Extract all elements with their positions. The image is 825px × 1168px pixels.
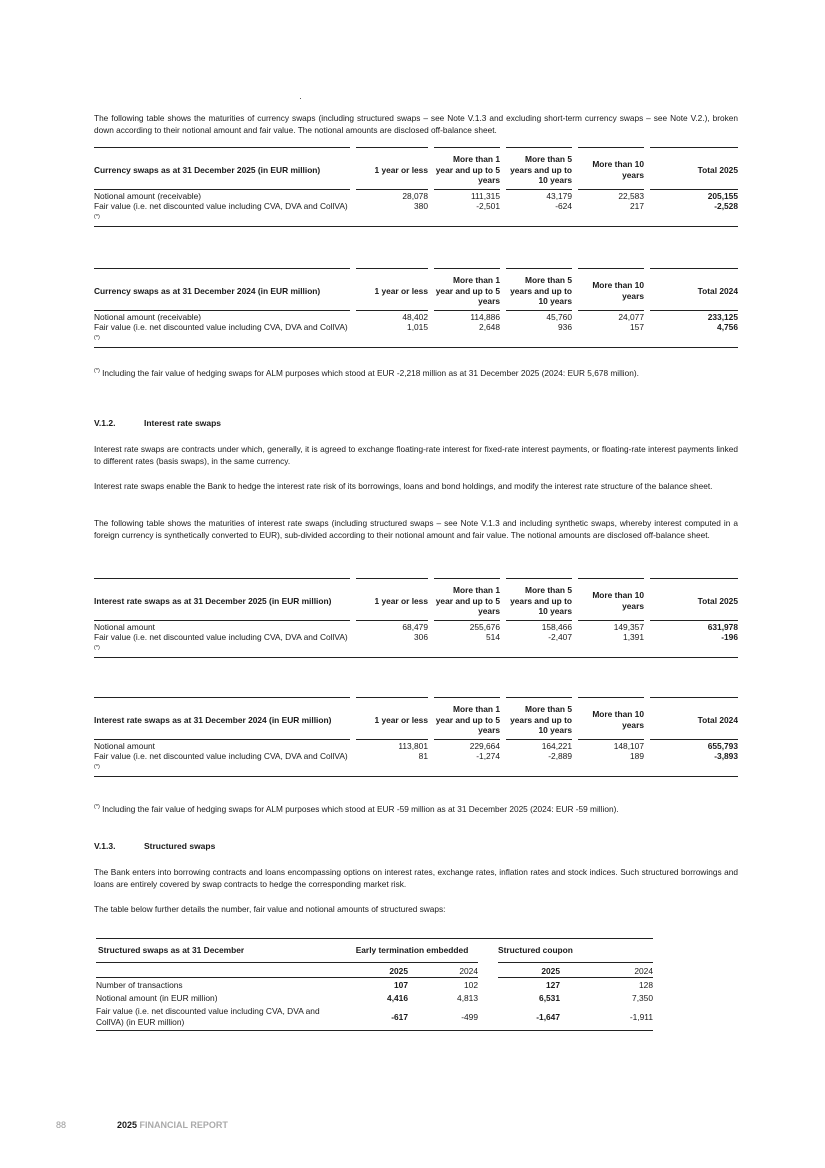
- col-header: More than 5 years and up to 10 years: [506, 579, 572, 621]
- year-header: 2024: [414, 963, 478, 978]
- col-header: More than 1 year and up to 5 years: [434, 698, 500, 740]
- col-header: More than 1 year and up to 5 years: [434, 148, 500, 190]
- col-header: More than 5 years and up to 10 years: [506, 698, 572, 740]
- col-header: 1 year or less: [356, 269, 428, 311]
- table-row: Number of transactions 107 102 127 128: [96, 980, 653, 990]
- page-number: 88: [56, 1120, 67, 1130]
- currency-swaps-intro: The following table shows the maturities of currency swaps (including structured swaps – see Note V.1.3 and excluding short-term currency swaps – see Note V.2.), broken down according to their notional amount and fair value. The notional amounts are disclosed off-balance sheet.: [94, 113, 738, 135]
- structured-swaps-para-2: The table below further details the number, fair value and notional amounts of structured swaps:: [94, 904, 446, 914]
- table-row: Notional amount (in EUR million) 4,416 4,813 6,531 7,350: [96, 993, 653, 1003]
- col-header: Total 2024: [650, 269, 738, 311]
- col-header: More than 1 year and up to 5 years: [434, 269, 500, 311]
- currency-swaps-footnote: (*) Including the fair value of hedging swaps for ALM purposes which stood at EUR -2,218 million as at 31 December 2025 (2024: EUR 5,678 million).: [94, 367, 639, 378]
- table-row: Fair value (i.e. net discounted value including CVA, DVA and CollVA)(*) 306 514 -2,407 1,391 -196: [94, 632, 738, 657]
- year-header: 2024: [566, 963, 653, 978]
- table-row: Fair value (i.e. net discounted value including CVA, DVA and CollVA)(*) 81 -1,274 -2,889 189 -3,893: [94, 751, 738, 776]
- table-title: Interest rate swaps as at 31 December 2025 (in EUR million): [94, 579, 350, 621]
- col-header: More than 10 years: [578, 269, 644, 311]
- table-row: Fair value (i.e. net discounted value including CVA, DVA and CollVA) (in EUR million) -617 -499 -1,647 -1,911: [96, 1004, 653, 1031]
- interest-rate-swaps-footnote: (*) Including the fair value of hedging swaps for ALM purposes which stood at EUR -59 million as at 31 December 2025 (2024: EUR -59 million).: [94, 803, 619, 814]
- col-header: More than 5 years and up to 10 years: [506, 269, 572, 311]
- col-header: 1 year or less: [356, 148, 428, 190]
- table-row: Notional amount (receivable) 28,078 111,315 43,179 22,583 205,155: [94, 190, 738, 201]
- interest-rate-swaps-para-2: Interest rate swaps enable the Bank to hedge the interest rate risk of its borrowings, loans and bond holdings, and modify the interest rate structure of the balance sheet.: [94, 481, 713, 491]
- report-title: 2025 FINANCIAL REPORT: [117, 1120, 228, 1130]
- col-header: More than 10 years: [578, 698, 644, 740]
- col-header: 1 year or less: [356, 579, 428, 621]
- table-row: Notional amount 68,479 255,676 158,466 149,357 631,978: [94, 621, 738, 632]
- currency-swaps-2024-table: [94, 268, 738, 348]
- interest-rate-swaps-2024-table: [94, 697, 738, 777]
- section-heading-structured-swaps: V.1.3. Structured swaps: [94, 841, 216, 851]
- table-row: Notional amount 113,801 229,664 164,221 148,107 655,793: [94, 740, 738, 751]
- interest-rate-swaps-para-3: The following table shows the maturities of interest rate swaps (including structured swaps – see Note V.1.3 and including synthetic swaps, whereby interest computed in a foreign currency is synthetically converted to EUR), sub-divided according to their notional amount and fair value. The notional amounts are disclosed off-balance sheet.: [94, 518, 738, 540]
- table-row: Fair value (i.e. net discounted value including CVA, DVA and CollVA)(*) 1,015 2,648 936 157 4,756: [94, 322, 738, 347]
- table-row: Notional amount (receivable) 48,402 114,886 45,760 24,077 233,125: [94, 311, 738, 322]
- stray-dot: [300, 98, 301, 99]
- col-header: Total 2024: [650, 698, 738, 740]
- col-header: 1 year or less: [356, 698, 428, 740]
- year-header: 2025: [346, 963, 408, 978]
- col-header: More than 5 years and up to 10 years: [506, 148, 572, 190]
- table-title: Interest rate swaps as at 31 December 2024 (in EUR million): [94, 698, 350, 740]
- table-title: Currency swaps as at 31 December 2025 (in EUR million): [94, 148, 350, 190]
- structured-swaps-table: [96, 938, 653, 1031]
- group-header-structured-coupon: Structured coupon: [498, 939, 653, 963]
- currency-swaps-2025-table: [94, 147, 738, 227]
- group-header-early-termination: Early termination embedded: [346, 939, 478, 963]
- table-row: Fair value (i.e. net discounted value including CVA, DVA and CollVA)(*) 380 -2,501 -624 217 -2,528: [94, 201, 738, 226]
- col-header: More than 10 years: [578, 579, 644, 621]
- year-header: 2025: [498, 963, 560, 978]
- table-title: Structured swaps as at 31 December: [96, 939, 346, 963]
- structured-swaps-para-1: The Bank enters into borrowing contracts and loans encompassing options on interest rates, exchange rates, inflation rates and stock indices. Such structured borrowings and loans are entirely covered by swap contracts to hedge the corresponding market risk.: [94, 867, 738, 889]
- interest-rate-swaps-2025-table: [94, 578, 738, 658]
- section-heading-interest-rate-swaps: V.1.2. Interest rate swaps: [94, 418, 222, 428]
- col-header: More than 10 years: [578, 148, 644, 190]
- col-header: Total 2025: [650, 148, 738, 190]
- page-footer: [56, 1120, 228, 1130]
- interest-rate-swaps-para-1: Interest rate swaps are contracts under which, generally, it is agreed to exchange floating-rate interest for fixed-rate interest payments, or floating-rate interest payments linked to different rates (basis swaps), in the same currency.: [94, 444, 738, 466]
- col-header: Total 2025: [650, 579, 738, 621]
- table-title: Currency swaps as at 31 December 2024 (in EUR million): [94, 269, 350, 311]
- col-header: More than 1 year and up to 5 years: [434, 579, 500, 621]
